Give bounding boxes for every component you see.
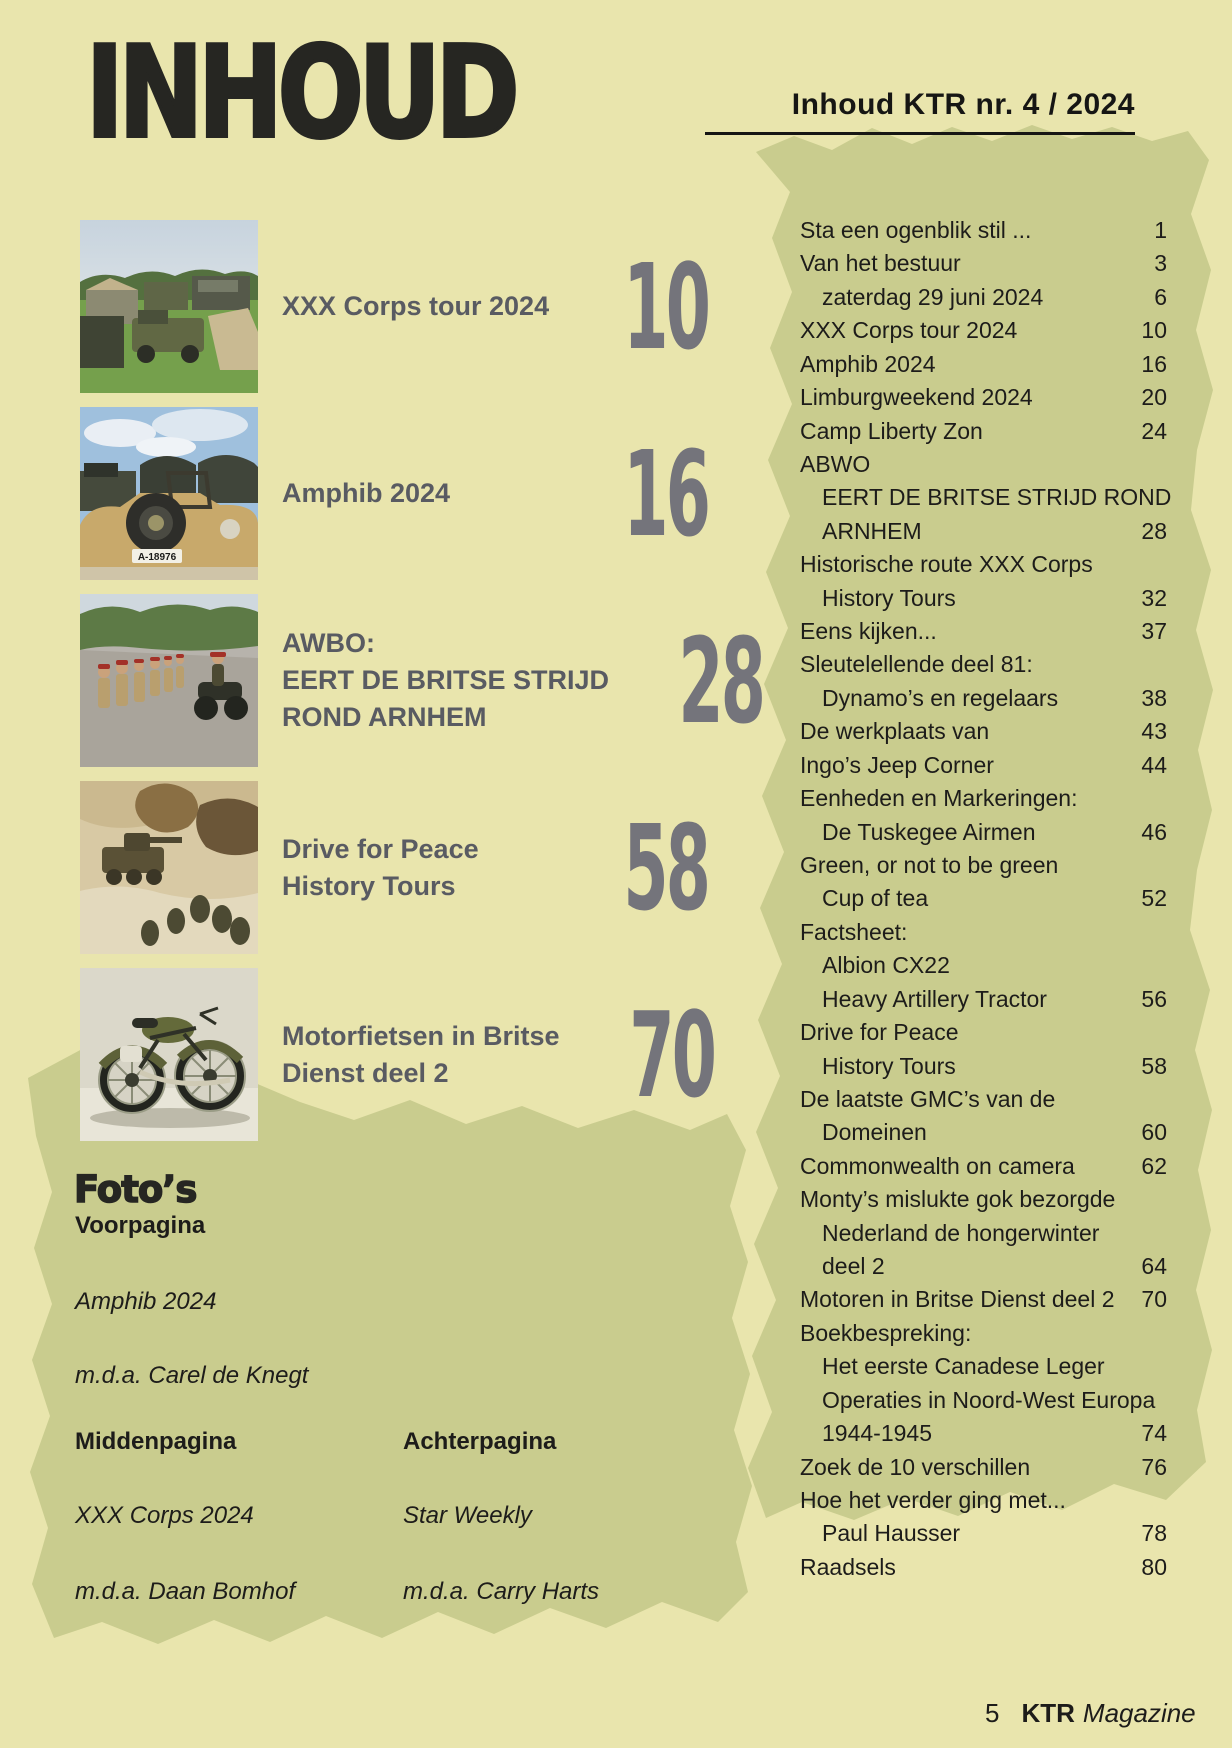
feature-title: XXX Corps tour 2024 — [282, 291, 550, 321]
toc-entry — [800, 1216, 1167, 1250]
feature-amphib-2024 — [80, 407, 708, 580]
fotos-middenpagina-label: Middenpagina — [75, 1428, 237, 1455]
toc-entry-title: Limburgweekend 2024 — [800, 384, 1033, 411]
fotos-voorpagina-title: Amphib 2024 — [75, 1288, 217, 1315]
toc-entry — [800, 280, 1167, 314]
toc-entry-page — [1115, 1216, 1167, 1250]
toc-entry — [800, 414, 1167, 448]
toc-header: Inhoud KTR nr. 4 / 2024 — [705, 88, 1135, 135]
feature-title: Motorfietsen in Britse Dienst deel 2 — [282, 1020, 560, 1088]
footer-magazine-name: KTR — [1021, 1698, 1075, 1728]
toc-entry-page: 52 — [1141, 885, 1167, 912]
toc-entry-page — [1115, 1015, 1167, 1049]
fotos-heading: Foto’s — [74, 1168, 197, 1211]
toc-entry-title: Dynamo’s en regelaars — [822, 684, 1059, 711]
toc-entry-title: Ingo’s Jeep Corner — [800, 751, 994, 778]
thumbnail-parade-column — [80, 594, 258, 767]
feature-awbo-arnhem — [80, 594, 764, 767]
toc-entry-title: EERT DE BRITSE STRIJD ROND — [822, 484, 1172, 511]
toc-entry — [800, 848, 1167, 882]
toc-entry — [800, 1516, 1167, 1550]
toc-entry — [800, 748, 1167, 782]
toc-entry-title: Cup of tea — [822, 885, 929, 912]
toc-entry — [800, 347, 1167, 381]
toc-entry-page — [1115, 1316, 1167, 1350]
license-plate-text: A-18976 — [137, 552, 177, 563]
fotos-voorpagina-credit: m.d.a. Carel de Knegt — [75, 1362, 309, 1389]
toc-entry — [800, 1483, 1167, 1517]
toc-entry-page: 44 — [1141, 751, 1167, 778]
fotos-middenpagina-credit: m.d.a. Daan Bomhof — [75, 1578, 296, 1605]
feature-title: Drive for Peace History Tours — [282, 833, 479, 901]
toc-entry — [800, 781, 1167, 815]
toc-entry — [800, 1082, 1167, 1116]
thumbnail-amphibious-vehicle — [80, 407, 258, 580]
fotos-achterpagina-title: Star Weekly — [403, 1502, 532, 1529]
toc-entry-title: De laatste GMC’s van de — [800, 1085, 1056, 1112]
fotos-voorpagina-label: Voorpagina — [75, 1212, 206, 1239]
toc-entry — [800, 581, 1167, 615]
toc-entry — [800, 1015, 1167, 1049]
fotos-achterpagina-credit: m.d.a. Carry Harts — [403, 1578, 600, 1605]
toc-entry — [800, 915, 1167, 949]
page-footer — [985, 1698, 1196, 1729]
toc-entry-title: Green, or not to be green — [800, 851, 1059, 878]
toc-entry — [800, 948, 1167, 982]
feature-page-number: 58 — [623, 798, 708, 937]
toc-entry-title: Eenheden en Markeringen: — [800, 785, 1078, 812]
toc-entry-page: 32 — [1141, 584, 1167, 611]
toc-entry — [800, 380, 1167, 414]
toc-entry-title: Paul Hausser — [822, 1520, 961, 1547]
toc-entry-page — [1115, 915, 1167, 949]
toc-entry-title: Het eerste Canadese Leger — [822, 1353, 1105, 1380]
thumbnail-military-motorcycle — [80, 968, 258, 1141]
toc-entry-title: Historische route XXX Corps — [800, 551, 1093, 578]
toc-entry-page: 20 — [1141, 384, 1167, 411]
toc-entry-page — [1115, 848, 1167, 882]
feature-motorfietsen — [80, 968, 714, 1141]
footer-magazine-suffix: Magazine — [1082, 1698, 1196, 1728]
toc-entry-title: Commonwealth on camera — [800, 1152, 1075, 1179]
feature-page-number: 16 — [623, 424, 708, 563]
feature-title: AWBO: EERT DE BRITSE STRIJD ROND ARNHEM — [282, 628, 610, 732]
toc-entry-page: 62 — [1141, 1152, 1167, 1179]
toc-entry-page — [1115, 647, 1167, 681]
toc-entry-title: De Tuskegee Airmen — [822, 818, 1036, 845]
toc-entry — [800, 1282, 1167, 1316]
toc-entry-page: 16 — [1141, 350, 1167, 377]
toc-entry — [800, 1316, 1167, 1350]
toc-entry-page: 70 — [1141, 1286, 1167, 1313]
toc-entry — [800, 1383, 1167, 1417]
toc-entry-title: Monty’s mislukte gok bezorgde — [800, 1186, 1116, 1213]
feature-page-number: 28 — [678, 611, 764, 750]
toc-entry-title: Drive for Peace — [800, 1019, 959, 1046]
toc-entry-title: deel 2 — [822, 1253, 885, 1280]
toc-entry-page: 78 — [1141, 1520, 1167, 1547]
toc-entry — [800, 1149, 1167, 1183]
toc-entry-page — [1115, 447, 1167, 481]
toc-entry — [800, 213, 1167, 247]
toc-entry-page: 76 — [1141, 1453, 1167, 1480]
toc-entry-title: Camp Liberty Zon — [800, 417, 983, 444]
toc-entry — [800, 480, 1172, 514]
toc-entry — [800, 1550, 1167, 1584]
toc-entry-title: Hoe het verder ging met... — [800, 1486, 1066, 1513]
toc-entry-title: ABWO — [800, 450, 871, 477]
toc-entry-page — [1115, 1483, 1167, 1517]
toc-entry — [800, 1115, 1167, 1149]
toc-entry — [800, 547, 1167, 581]
toc-entry-title: Raadsels — [800, 1553, 896, 1580]
toc-entry-page — [1171, 480, 1223, 514]
toc-entry-page: 56 — [1141, 985, 1167, 1012]
toc-entry-title: Sleutelellende deel 81: — [800, 651, 1033, 678]
toc-entry-title: Boekbespreking: — [800, 1319, 972, 1346]
toc-entry-page — [1115, 1182, 1167, 1216]
toc-entry-title: Eens kijken... — [800, 618, 937, 645]
toc-entry-page — [1115, 948, 1167, 982]
toc-entry-title: ARNHEM — [822, 517, 922, 544]
toc-entry — [800, 647, 1167, 681]
fotos-middenpagina-title: XXX Corps 2024 — [75, 1502, 254, 1529]
page-title: INHOUD — [86, 19, 515, 166]
footer-page-number: 5 — [985, 1698, 1000, 1728]
toc-entry-page — [1115, 1349, 1167, 1383]
toc-entry — [800, 246, 1167, 280]
toc-entry-title: Sta een ogenblik stil ... — [800, 217, 1032, 243]
toc-entry — [800, 447, 1167, 481]
toc-entry — [800, 1416, 1167, 1450]
toc-entry-page: 24 — [1141, 417, 1167, 444]
toc-entry-page: 74 — [1141, 1420, 1167, 1447]
toc-entry-title: Motoren in Britse Dienst deel 2 — [800, 1286, 1115, 1313]
toc-entry — [800, 815, 1167, 849]
toc-entry — [800, 1049, 1167, 1083]
toc-entry-page: 64 — [1141, 1253, 1167, 1280]
toc-entry-page: 58 — [1141, 1052, 1167, 1079]
toc-entry — [800, 681, 1167, 715]
thumbnail-battle-painting — [80, 781, 258, 954]
toc-entry-page: 46 — [1141, 818, 1167, 845]
feature-drive-for-peace — [80, 781, 708, 954]
toc-entry-title: Factsheet: — [800, 918, 908, 945]
toc-entry-title: Nederland de hongerwinter — [822, 1219, 1100, 1246]
toc-entry-title: zaterdag 29 juni 2024 — [822, 283, 1044, 310]
toc-entry-title: Amphib 2024 — [800, 350, 936, 377]
toc-entry-page: 1 — [1154, 217, 1167, 243]
toc-entry-page: 28 — [1141, 517, 1167, 544]
toc-entry-title: History Tours — [822, 584, 956, 611]
toc-entry — [800, 1249, 1167, 1283]
feature-xxx-corps-tour — [80, 220, 708, 393]
toc-entry — [800, 1450, 1167, 1484]
toc-entry-title: Van het bestuur — [800, 250, 961, 277]
toc-entry-page — [1115, 1082, 1167, 1116]
toc-entry — [800, 714, 1167, 748]
toc-entry — [800, 514, 1167, 548]
toc-entry-page — [1155, 1383, 1207, 1417]
toc-entry-title: History Tours — [822, 1052, 956, 1079]
feature-page-number: 70 — [628, 985, 714, 1124]
fotos-achterpagina-label: Achterpagina — [403, 1428, 557, 1455]
toc-entry-title: De werkplaats van — [800, 718, 990, 745]
toc-entry-page — [1115, 781, 1167, 815]
toc-entry-title: Domeinen — [822, 1119, 927, 1146]
toc-entry — [800, 313, 1167, 347]
toc-entry-page: 43 — [1141, 718, 1167, 745]
feature-title: Amphib 2024 — [282, 478, 451, 508]
toc-entry — [800, 1349, 1167, 1383]
toc-entry-page: 3 — [1154, 250, 1167, 277]
toc-entry-page: 10 — [1141, 317, 1167, 344]
feature-page-number: 10 — [623, 237, 708, 376]
toc-entry-page: 80 — [1141, 1553, 1167, 1580]
toc-entry-page: 6 — [1154, 283, 1167, 310]
toc-entry-title: Heavy Artillery Tractor — [822, 985, 1047, 1012]
toc-entry-title: Operaties in Noord-West Europa — [822, 1386, 1156, 1413]
toc-entry-title: 1944-1945 — [822, 1420, 932, 1447]
toc-entry-page — [1115, 547, 1167, 581]
toc-entry-page: 37 — [1141, 618, 1167, 645]
toc-entry-title: Albion CX22 — [822, 952, 950, 979]
toc-entry — [800, 614, 1167, 648]
toc-entry — [800, 1182, 1167, 1216]
toc-entry-page: 60 — [1141, 1119, 1167, 1146]
toc-entry — [800, 881, 1167, 915]
toc-entry — [800, 982, 1167, 1016]
thumbnail-military-vehicle-camp — [80, 220, 258, 393]
toc-entry-page: 38 — [1141, 684, 1167, 711]
toc-entry-title: Zoek de 10 verschillen — [800, 1453, 1031, 1480]
toc-entry-title: XXX Corps tour 2024 — [800, 317, 1018, 344]
